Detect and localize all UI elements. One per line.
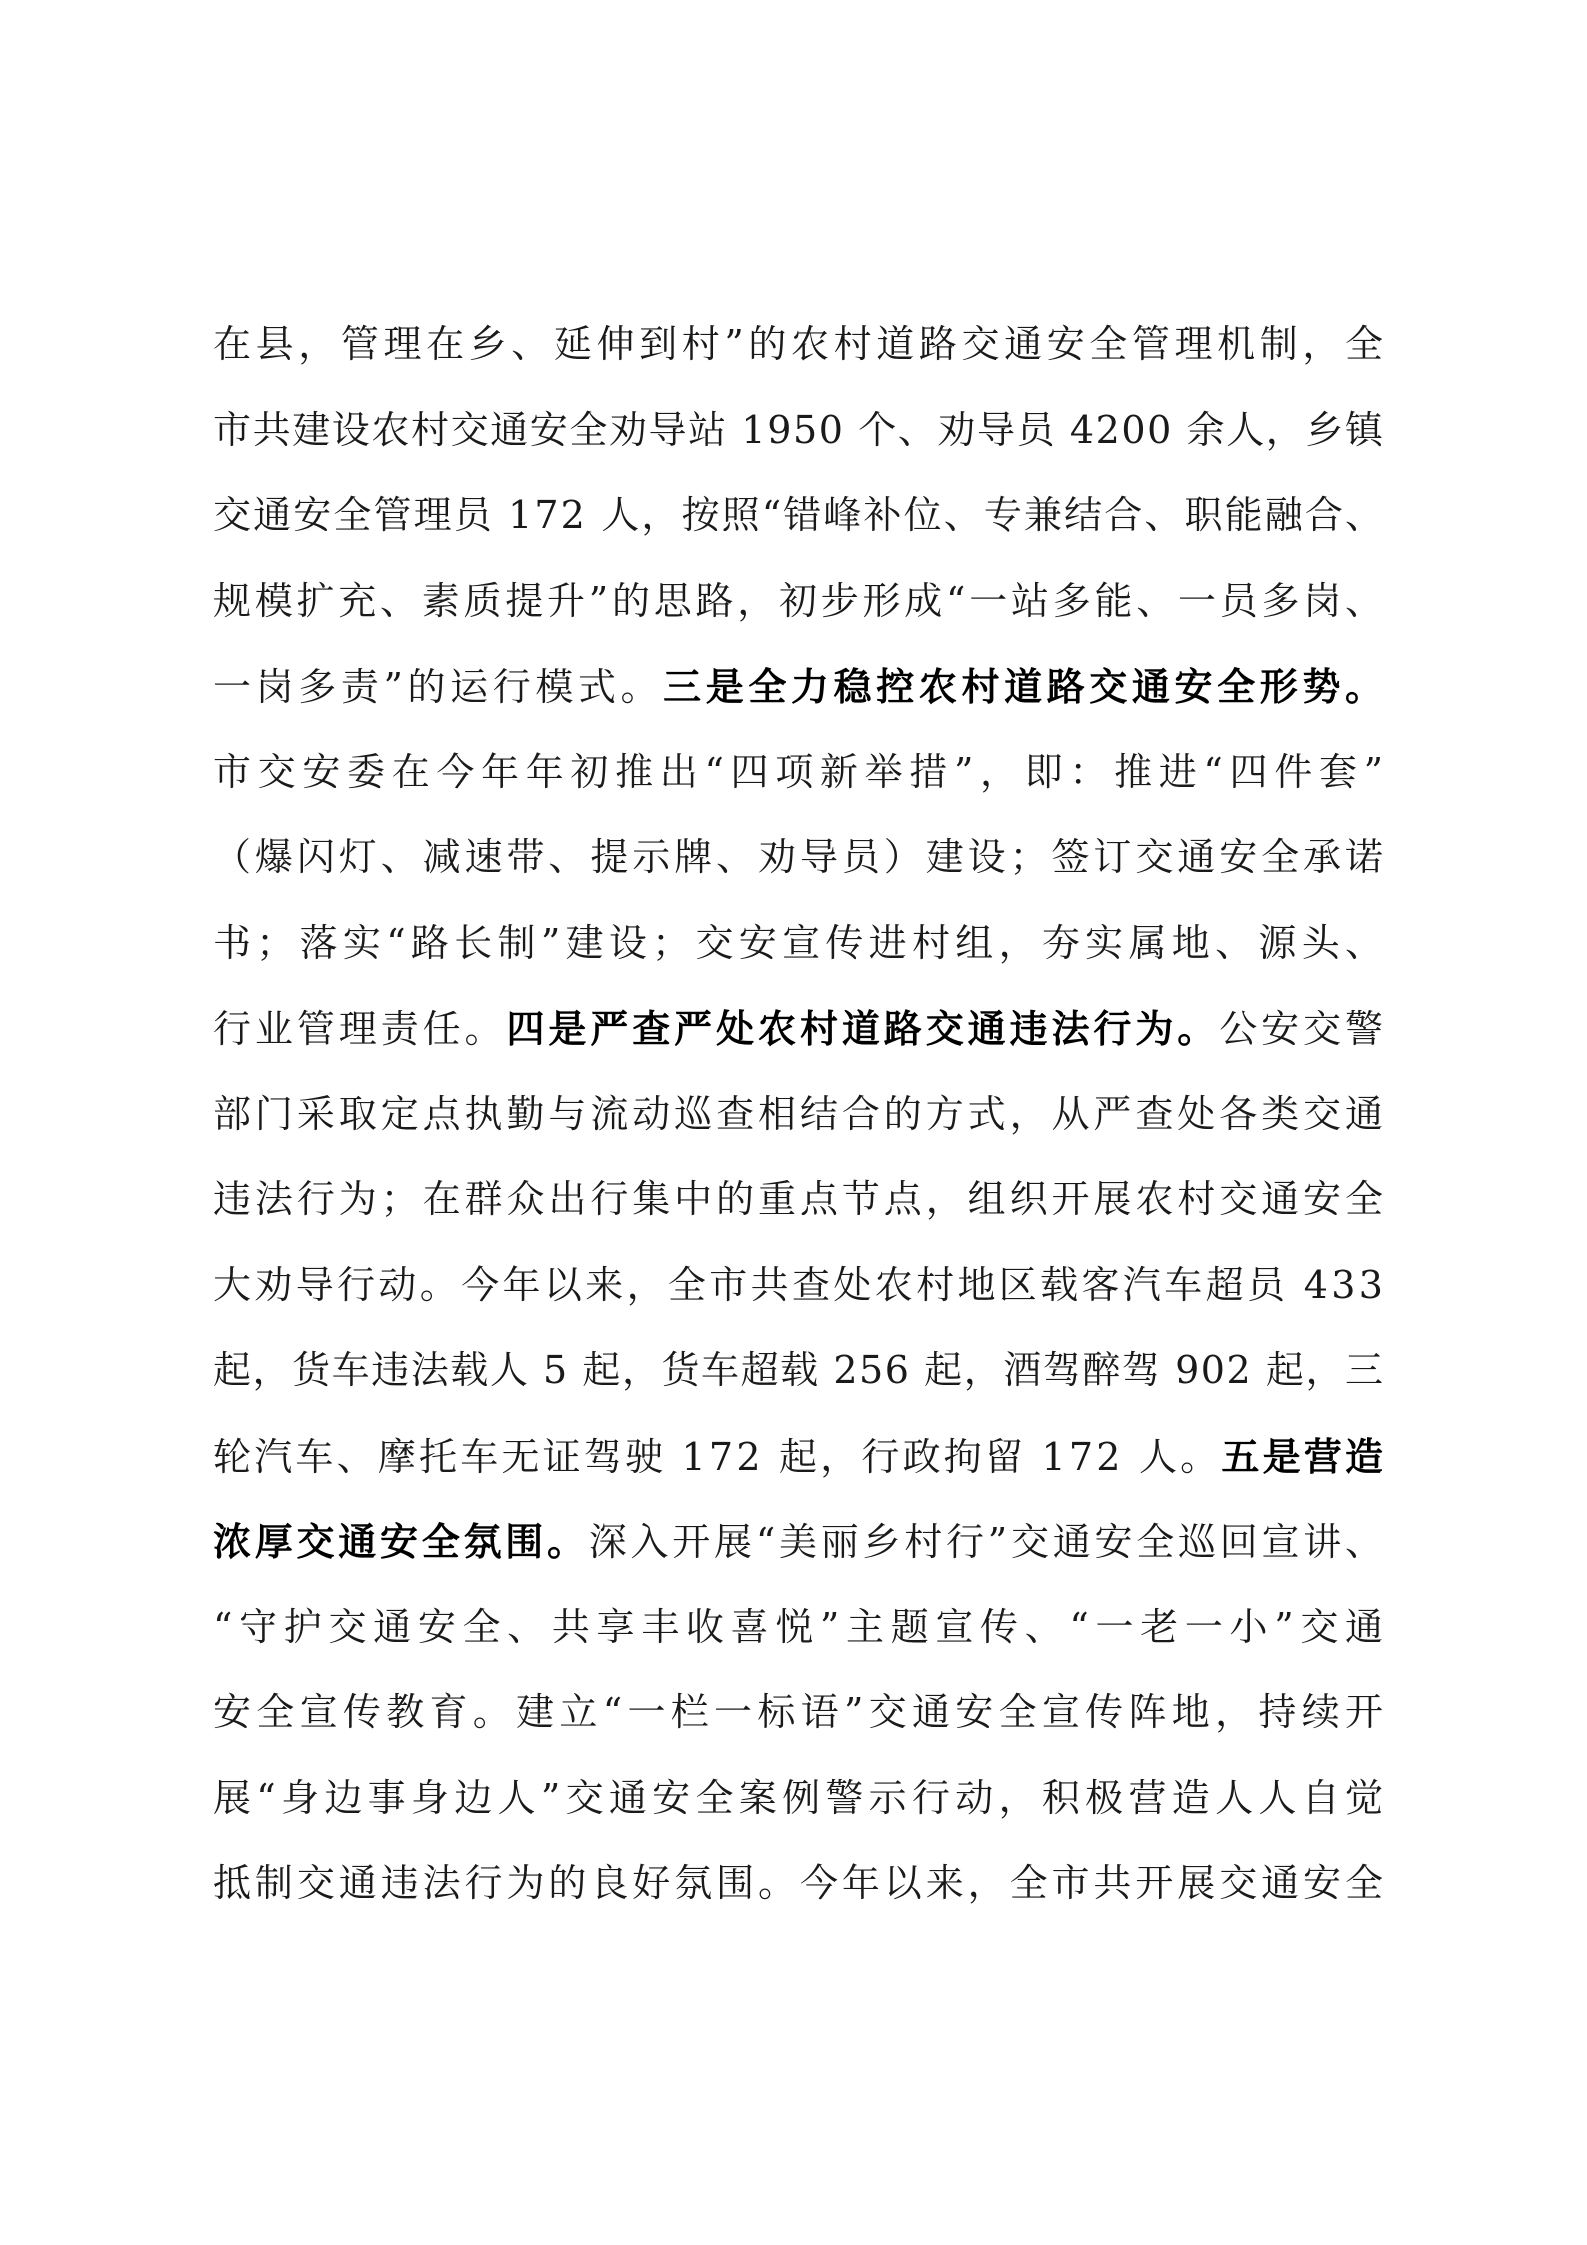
text-line xyxy=(213,644,1388,730)
body-text xyxy=(213,302,1390,1927)
paragraph-text: 市共建设农村交通安全劝导站 1950 个、劝导员 4200 余人，乡镇 xyxy=(213,407,1385,452)
bold-heading-text: 三是全力稳控农村道路交通安全形势。 xyxy=(663,664,1388,709)
text-line xyxy=(213,986,1387,1072)
paragraph-text: 部门采取定点执勤与流动巡查相结合的方式，从严查处各类交通 xyxy=(213,1091,1387,1136)
paragraph-text: 市交安委在今年年初推出“四项新举措”，即：推进“四件套” xyxy=(213,749,1390,794)
paragraph-text: 大劝导行动。今年以来，全市共查处农村地区载客汽车超员 433 xyxy=(213,1262,1387,1307)
text-line xyxy=(213,901,1389,987)
paragraph-text: 安全宣传教育。建立“一栏一标语”交通安全宣传阵地，持续开 xyxy=(213,1690,1389,1734)
bold-heading-text: 五是营造 xyxy=(1221,1433,1387,1479)
paragraph-text: （爆闪灯、减速带、提示牌、劝导员）建设；签订交通安全承诺 xyxy=(213,835,1387,879)
text-line xyxy=(213,388,1383,474)
paragraph-text: 深入开展“美丽乡村行”交通安全巡回宣讲、 xyxy=(588,1520,1387,1564)
text-line xyxy=(213,1328,1383,1414)
text-line xyxy=(213,473,1386,559)
text-line xyxy=(213,1841,1387,1927)
paragraph-text: 抵制交通违法行为的良好氛围。今年以来，全市共开展交通安全 xyxy=(213,1861,1387,1905)
text-line xyxy=(213,302,1388,388)
paragraph-text: 规模扩充、素质提升”的思路，初步形成“一站多能、一员多岗、 xyxy=(213,578,1387,623)
paragraph-text: 交通安全管理员 172 人，按照“错峰补位、专兼结合、职能融合、 xyxy=(213,493,1386,537)
bold-heading-text: 浓厚交通安全氛围。 xyxy=(213,1519,589,1564)
text-line xyxy=(213,1414,1387,1500)
paragraph-text: 在县，管理在乡、延伸到村”的农村道路交通安全管理机制，全 xyxy=(213,322,1388,366)
paragraph-text: 起，货车违法载人 5 起，货车超载 256 起，酒驾醉驾 902 起，三 xyxy=(213,1348,1385,1392)
text-line xyxy=(213,815,1387,901)
paragraph-text: 书；落实“路长制”建设；交安宣传进村组，夯实属地、源头、 xyxy=(213,920,1389,965)
text-line xyxy=(213,1072,1387,1158)
paragraph-text: 轮汽车、摩托车无证驾驶 172 起，行政拘留 172 人。 xyxy=(213,1434,1222,1479)
text-line xyxy=(213,1585,1390,1671)
bold-heading-text: 四是严查严处农村道路交通违法行为。 xyxy=(506,1006,1220,1051)
paragraph-text: 一岗多责”的运行模式。 xyxy=(213,665,664,709)
paragraph-text: “守护交通安全、共享丰收喜悦”主题宣传、“一老一小”交通 xyxy=(213,1604,1390,1649)
text-line xyxy=(213,1756,1389,1842)
text-line xyxy=(213,1499,1387,1585)
paragraph-text: 公安交警 xyxy=(1219,1007,1387,1051)
paragraph-text: 违法行为；在群众出行集中的重点节点，组织开展农村交通安全 xyxy=(213,1177,1387,1221)
paragraph-text: 展“身边事身边人”交通安全案例警示行动，积极营造人人自觉 xyxy=(213,1775,1389,1820)
text-line xyxy=(213,1157,1387,1243)
text-line xyxy=(213,559,1387,645)
text-line xyxy=(213,1243,1387,1329)
text-line xyxy=(213,1670,1389,1756)
paragraph-text: 行业管理责任。 xyxy=(213,1007,507,1051)
text-line xyxy=(213,730,1390,816)
